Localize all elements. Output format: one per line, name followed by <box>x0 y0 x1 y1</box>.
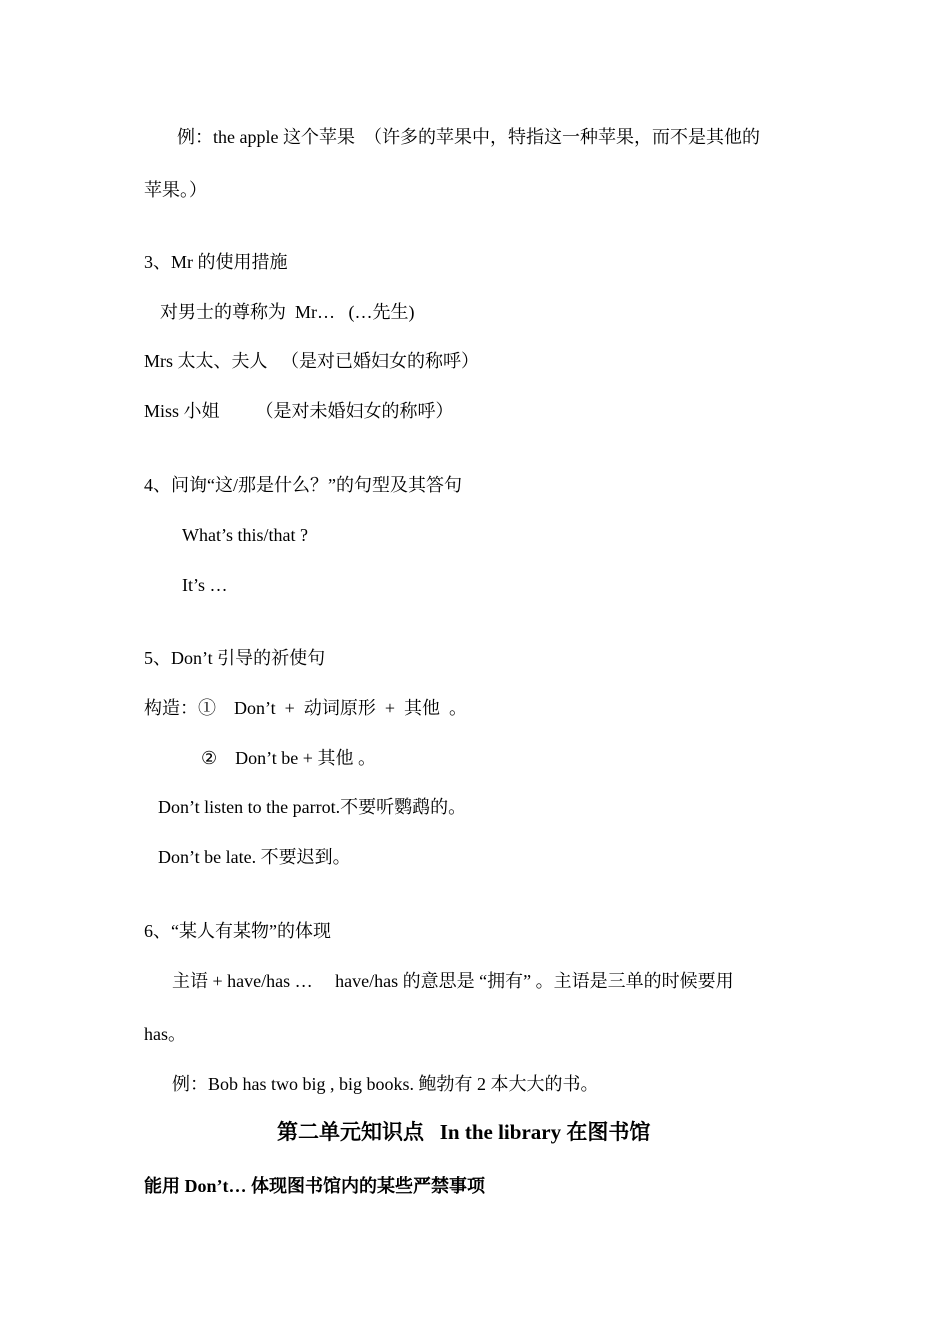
section-heading-dont: 5、Don’t 引导的祈使句 <box>144 648 326 668</box>
miss-explanation: Miss 小姐 （是对未婚妇女的称呼） <box>144 401 454 421</box>
example-dont-listen: Don’t listen to the parrot.不要听鹦鹉的。 <box>158 797 467 817</box>
example-the-apple-line2: 苹果。） <box>144 180 207 200</box>
example-dont-be-late: Don’t be late. 不要迟到。 <box>158 847 351 867</box>
unit-two-subheading: 能用 Don’t… 体现图书馆内的某些严禁事项 <box>144 1176 485 1196</box>
example-bob-books: 例：Bob has two big , big books. 鲍勃有 2 本大大的书。 <box>172 1074 599 1094</box>
mr-explanation: 对男士的尊称为 Mr… (…先生) <box>160 302 415 322</box>
have-has-explanation-line1: 主语 + have/has … have/has 的意思是 “拥有” 。主语是三单的时候要用 <box>172 971 734 991</box>
structure-one: 构造：① Don’t + 动词原形 + 其他 。 <box>144 698 467 718</box>
structure-two: ② Don’t be + 其他 。 <box>201 748 376 768</box>
section-heading-mr: 3、Mr 的使用措施 <box>144 252 288 272</box>
section-heading-what-is-this: 4、问询“这/那是什么？”的句型及其答句 <box>144 475 462 495</box>
example-the-apple-line1: 例：the apple 这个苹果 （许多的苹果中，特指这一种苹果，而不是其他的 <box>177 127 760 147</box>
sentence-whats-this: What’s this/that ? <box>182 525 308 545</box>
have-has-explanation-line2: has。 <box>144 1024 186 1044</box>
sentence-its: It’s … <box>182 575 228 595</box>
unit-two-title: 第二单元知识点 In the library 在图书馆 <box>277 1120 651 1144</box>
section-heading-have-has: 6、“某人有某物”的体现 <box>144 921 331 941</box>
mrs-explanation: Mrs 太太、夫人 （是对已婚妇女的称呼） <box>144 351 480 371</box>
